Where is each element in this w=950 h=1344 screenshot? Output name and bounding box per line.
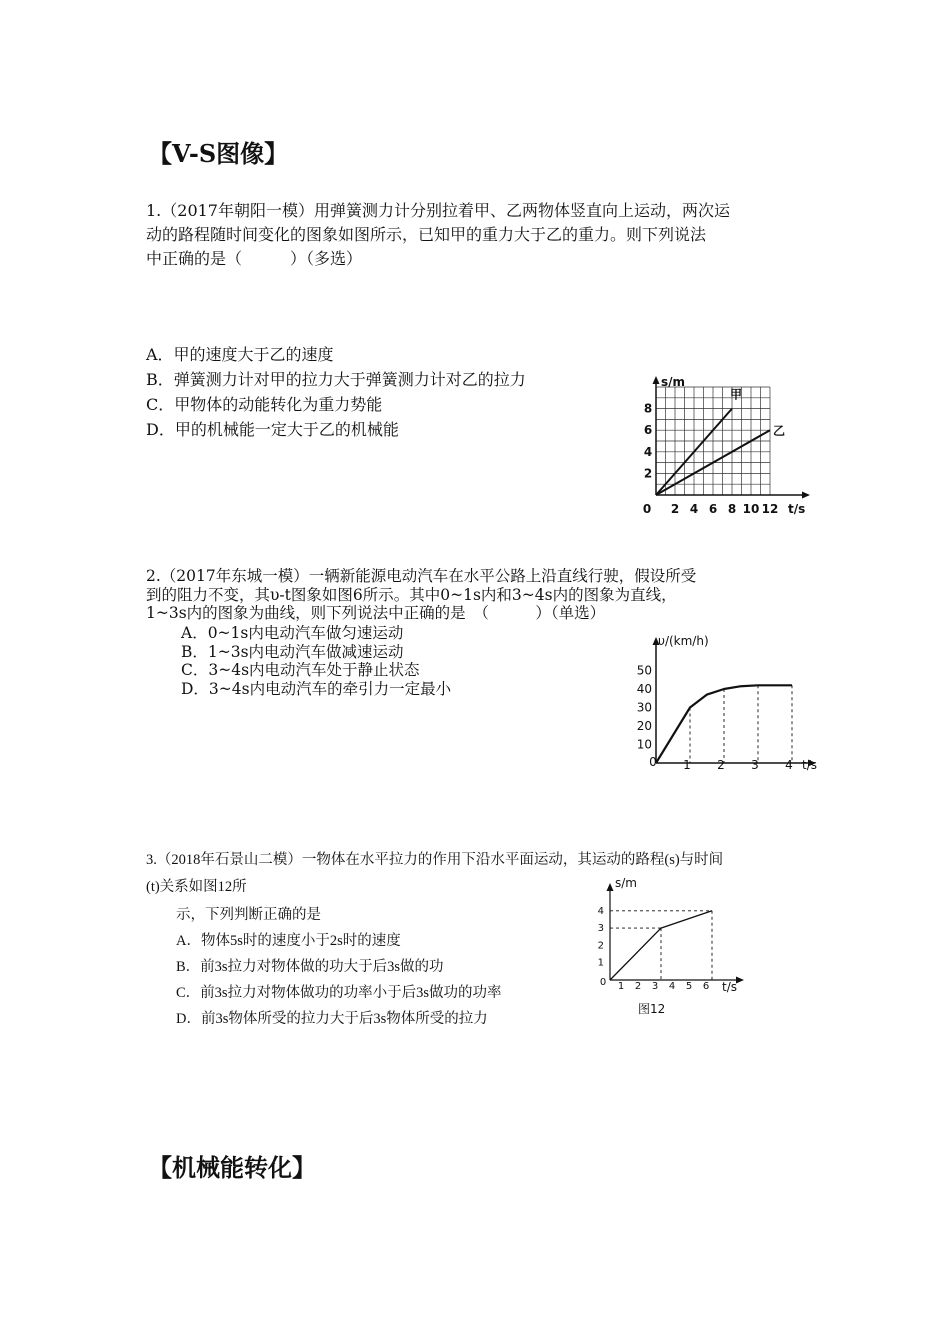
x-axis-arrow-icon (802, 492, 810, 499)
question-3-stem-line: 示，下列判断正确的是 (176, 907, 321, 923)
x-tick-label: 4 (785, 758, 793, 772)
question-2-options (181, 624, 621, 698)
y-tick-label: 50 (636, 663, 652, 678)
x-tick-label: 0 (599, 977, 607, 988)
x-tick-label: 3 (751, 758, 759, 772)
chart-ticks (643, 402, 779, 516)
y-tick-label: 30 (636, 700, 652, 715)
question-3-option-c: C．前3s拉力对物体做功的功率小于后3s做功的功率 (176, 985, 502, 1001)
x-tick-label: 0 (642, 502, 652, 516)
y-tick-label: 10 (636, 737, 652, 752)
y-tick-label: 1 (597, 957, 604, 969)
question-1-option-b: B．弹簧测力计对甲的拉力大于弹簧测力计对乙的拉力 (146, 370, 526, 389)
x-tick-label: 1 (683, 758, 691, 772)
x-tick-label: 4 (689, 502, 699, 516)
y-axis-arrow-icon (653, 376, 660, 384)
section-heading-vs: 【V-S图像】 (148, 139, 289, 168)
chart-series (656, 685, 792, 763)
chart-series (610, 911, 712, 980)
y-tick-label: 4 (597, 905, 604, 917)
x-tick-label: 3 (651, 981, 659, 992)
x-tick-label: 12 (761, 502, 779, 516)
x-tick-label: 2 (717, 758, 725, 772)
y-tick-label: 6 (643, 423, 653, 438)
y-tick-label: 20 (636, 719, 652, 733)
chart-ticks (598, 906, 710, 992)
question-1-stem-line: 动的路程随时间变化的图象如图所示，已知甲的重力大于乙的重力。则下列说法 (146, 225, 707, 244)
question-1-options (146, 345, 616, 445)
x-tick-label: 8 (727, 502, 737, 516)
question-2-option-c: C．3~4s内电动汽车处于静止状态 (181, 661, 420, 679)
question-2-stem-line: 2.（2017年东城一模）一辆新能源电动汽车在水平公路上沿直线行驶，假设所受 (146, 567, 697, 585)
question-2-stem (146, 567, 846, 623)
x-axis-label: t/s (802, 758, 817, 772)
y-tick-label: 3 (597, 923, 604, 935)
x-tick-label: 1 (617, 981, 625, 992)
y-axis-label: s/m (661, 375, 686, 389)
y-tick-label: 2 (643, 466, 653, 481)
question-3-option-a: A．物体5s时的速度小于2s时的速度 (176, 933, 401, 949)
question-3-stem-line: 3.（2018年石景山二模）一物体在水平拉力的作用下沿水平面运动，其运动的路程(s)与时间 (146, 852, 724, 868)
x-axis-label: t/s (722, 980, 737, 994)
x-tick-label: 5 (685, 981, 693, 992)
x-tick-label: 0 (649, 755, 657, 769)
section-heading-energy: 【机械能转化】 (148, 1153, 316, 1182)
question-1-stem (146, 201, 846, 269)
question-2-chart (630, 628, 830, 778)
x-tick-label: 2 (634, 981, 642, 992)
x-tick-label: 2 (670, 502, 680, 516)
question-1-stem-line: 中正确的是（ ）（多选） (146, 249, 363, 268)
question-1-stem-line: 1.（2017年朝阳一模）用弹簧测力计分别拉着甲、乙两物体竖直向上运动，两次运 (146, 201, 730, 220)
question-2-option-d: D．3~4s内电动汽车的牵引力一定最小 (181, 679, 452, 698)
x-axis-label: t/s (788, 502, 806, 516)
question-1-option-c: C．甲物体的动能转化为重力势能 (146, 395, 383, 414)
series-line (610, 911, 712, 980)
question-1-option-d: D．甲的机械能一定大于乙的机械能 (146, 420, 399, 439)
question-2-option-a: A．0~1s内电动汽车做匀速运动 (181, 624, 404, 642)
y-tick-label: 8 (643, 401, 653, 416)
figure-caption: 图12 (638, 1002, 666, 1016)
y-axis-arrow-icon (607, 883, 614, 891)
series-label: 甲 (730, 387, 743, 402)
question-3-stem-line: (t)关系如图12所 (146, 879, 247, 895)
question-1-option-a: A．甲的速度大于乙的速度 (146, 345, 334, 364)
question-3-options (176, 906, 596, 1036)
y-tick-label: 4 (643, 444, 653, 459)
question-3-option-b: B．前3s拉力对物体做的功大于后3s做的功 (176, 959, 444, 975)
y-axis-label: s/m (615, 876, 637, 890)
question-3-chart (595, 872, 755, 1022)
question-2-stem-line: 到的阻力不变，其υ-t图象如图6所示。其中0~1s内和3~4s内的图象为直线， (146, 585, 677, 604)
x-tick-label: 6 (702, 981, 710, 992)
y-tick-label: 2 (597, 940, 604, 952)
question-2-option-b: B．1~3s内电动汽车做减速运动 (181, 642, 404, 661)
x-tick-label: 4 (668, 981, 676, 992)
x-tick-label: 10 (742, 502, 760, 516)
question-3-option-d: D．前3s物体所受的拉力大于后3s物体所受的拉力 (176, 1011, 488, 1027)
x-axis-arrow-icon (736, 977, 744, 984)
question-2-stem-line: 1~3s内的图象为曲线，则下列说法中正确的是 （ ）（单选） (146, 604, 606, 622)
series-label: 乙 (773, 424, 786, 439)
y-axis-label: υ/(km/h) (658, 634, 709, 648)
x-tick-label: 6 (708, 502, 718, 516)
question-1-chart (630, 365, 815, 520)
y-tick-label: 40 (636, 682, 652, 696)
